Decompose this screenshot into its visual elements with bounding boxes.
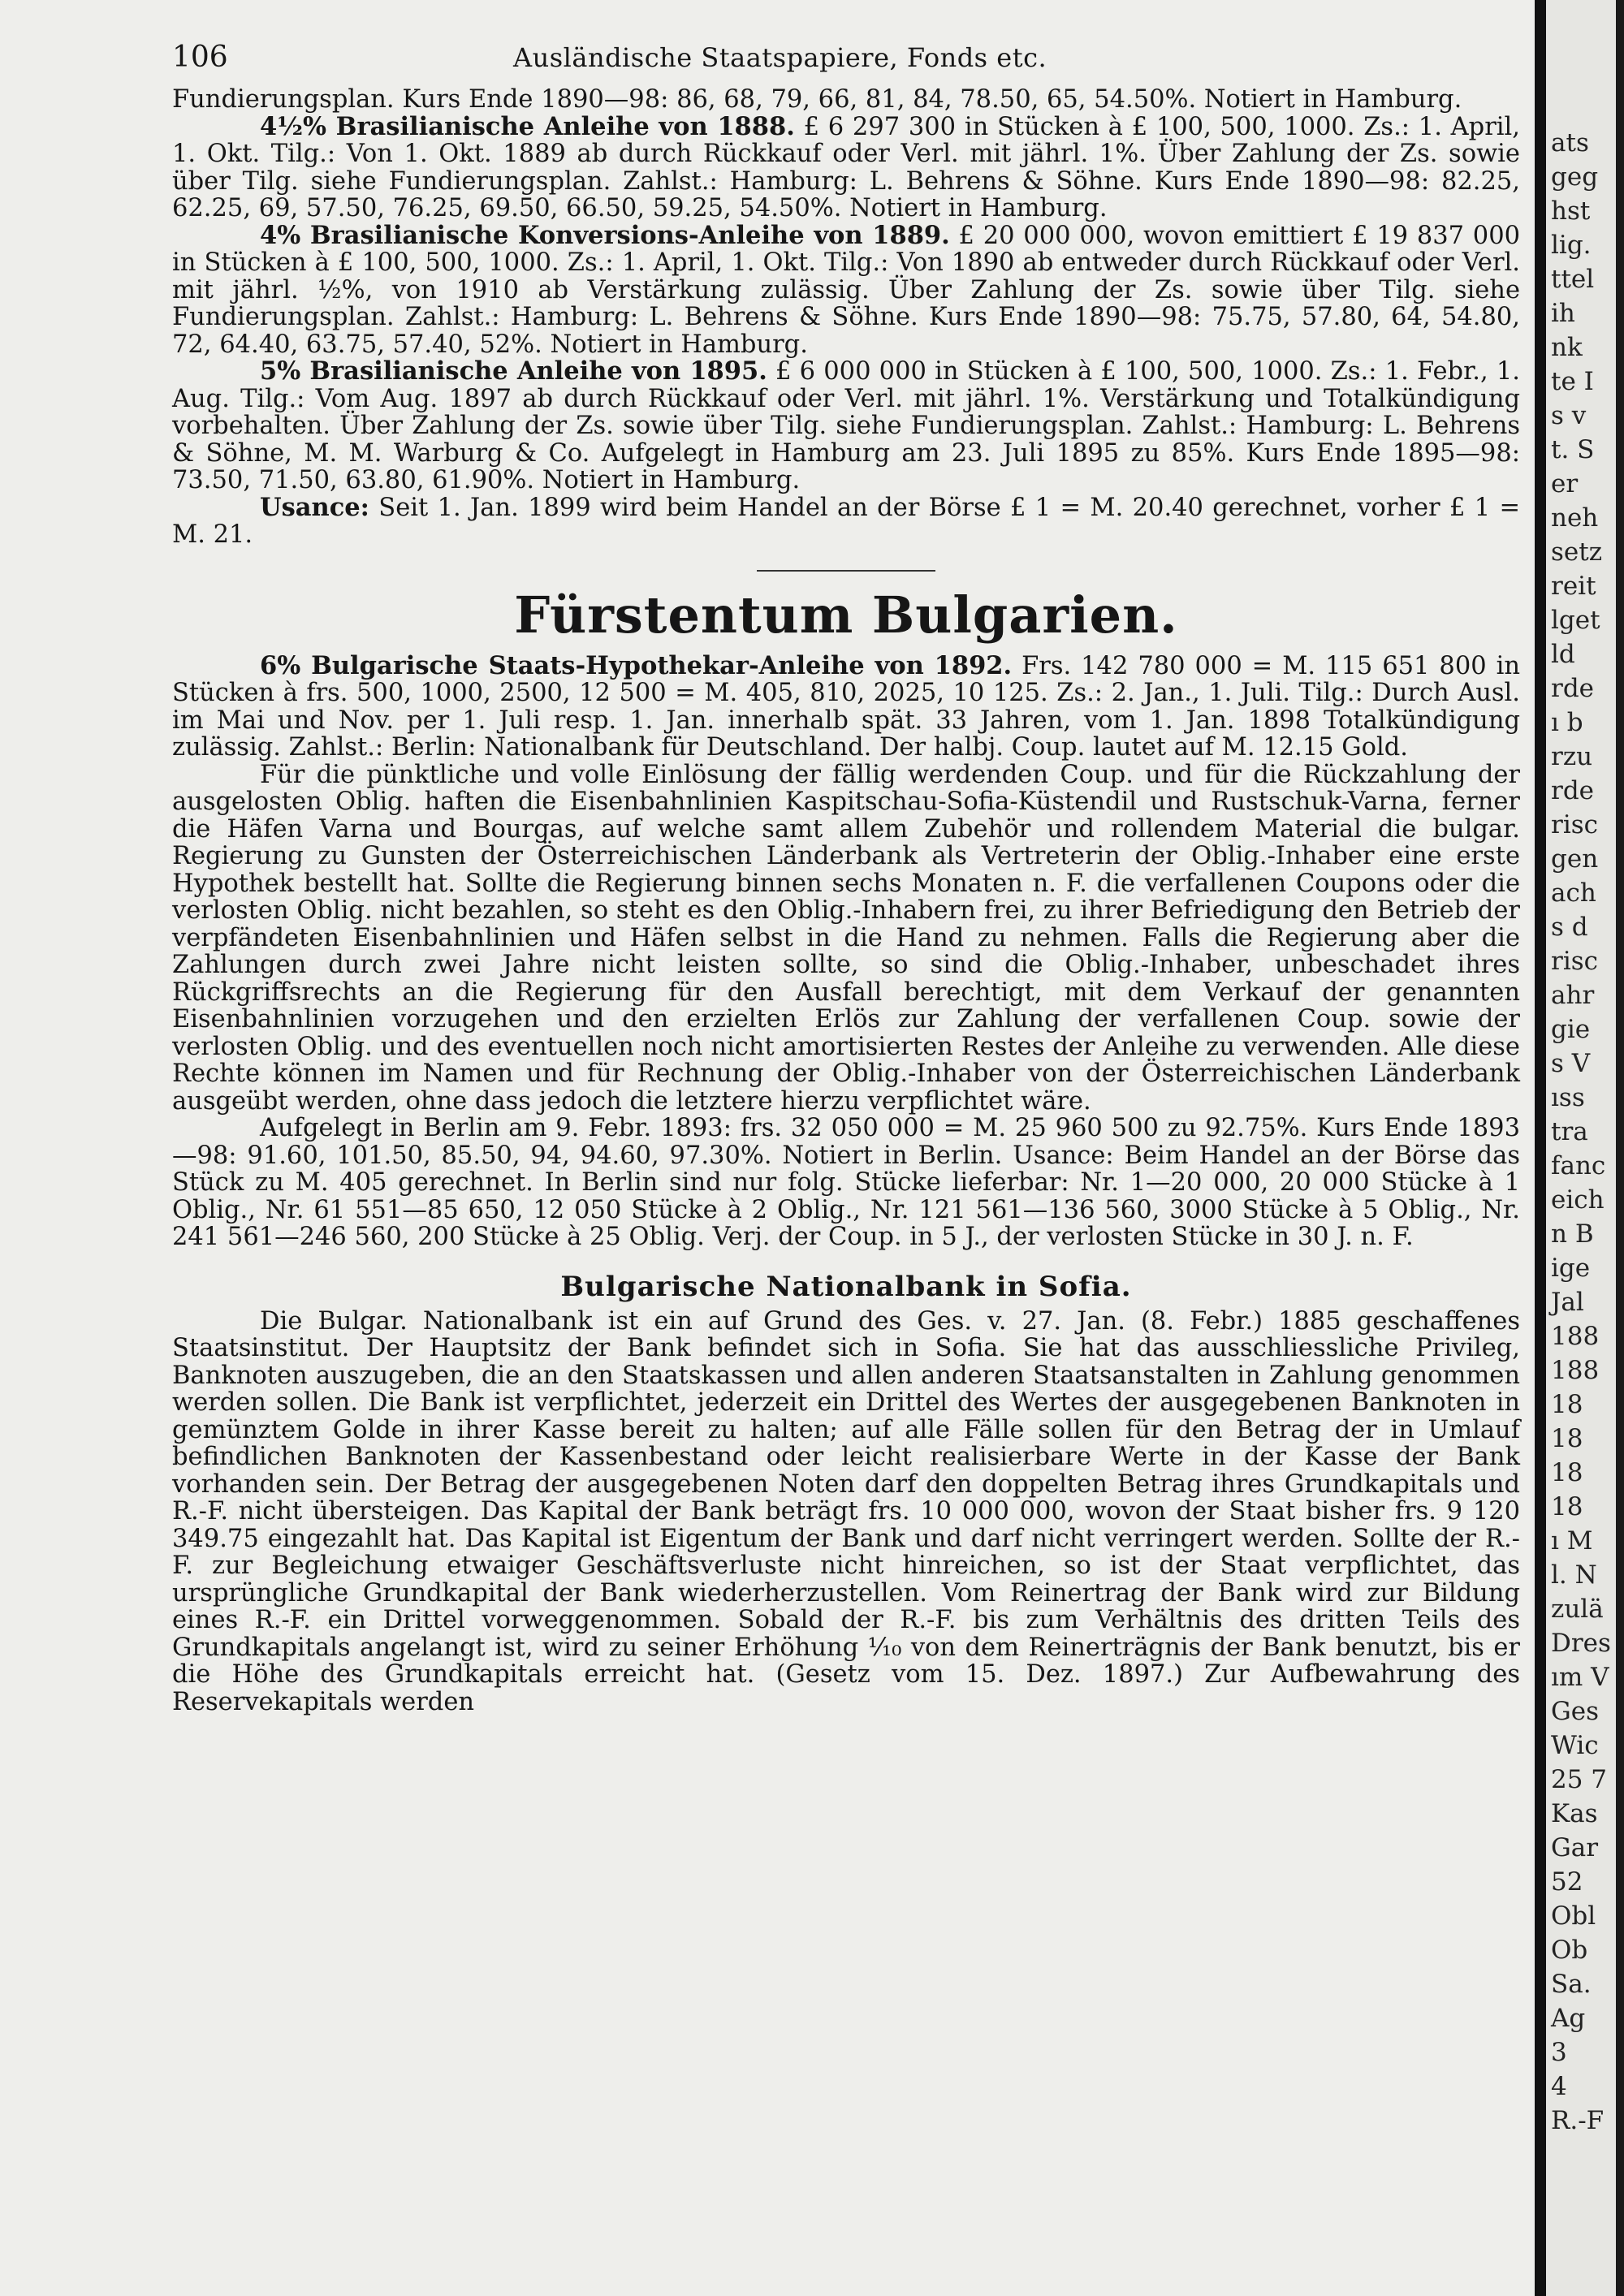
adjacent-page-fragment: lget <box>1551 606 1600 635</box>
usance-label: Usance: <box>260 492 369 522</box>
adjacent-page-fragment: 4 <box>1551 2072 1567 2101</box>
paragraph-anleihe-1888 <box>172 111 1520 222</box>
paragraph-text: £ 6 297 300 in Stücken à £ 100, 500, 1000. Zs.: 1. April, 1. Okt. Tilg.: Von 1. Okt. 1889 ab durch Rückkauf oder Verl. mit jährl. 1%. Über Zahlung der Zs. sowie über Tilg. siehe Fundierungsplan. Zahlst.: Hamburg: L. Behrens & Söhne. Kurs Ende 1890—98: 82.25, 62.25, 69, 57.50, 76.25, 69.50, 66.50, 59.25, 54.50%. Notiert in Hamburg. <box>172 112 1520 222</box>
adjacent-page-fragment: tra <box>1551 1117 1588 1146</box>
adjacent-page-fragment: s d <box>1551 913 1588 942</box>
page-number: 106 <box>172 41 228 74</box>
adjacent-page-fragment: 25 7 <box>1551 1765 1608 1794</box>
adjacent-page-fragment: fanc <box>1551 1151 1606 1180</box>
adjacent-page-fragment: ld <box>1551 640 1575 669</box>
adjacent-page-fragment: Jal <box>1551 1288 1584 1317</box>
section-divider <box>757 570 935 572</box>
adjacent-page-fragment: Obl <box>1551 1901 1596 1931</box>
paragraph-text: Für die pünktliche und volle Einlösung der fällig werdenden Coup. und für die Rückzahlung der ausgelosten Oblig. haften die Eisenbahnlinien Kaspitschau-Sofia-Küstendil und Rustschuk-Varna, ferner die Häfen Varna und Bourgas, auf welche samt allem Zubehör und rollendem Material die bulgar. Regierung zu Gunsten der Österreichischen Länderbank als Vertreterin der Oblig.-Inhaber eine erste Hypothek bestellt hat. Sollte die Regierung binnen sechs Monaten n. F. die verfallenen Coupons oder die verlosten Oblig. nicht bezahlen, so steht es den Oblig.-Inhabern frei, zu ihrer Befriedigung den Betrieb der verpfändeten Eisenbahnlinien und Häfen selbst in die Hand zu nehmen. Falls die Regierung aber die Zahlungen durch zwei Jahre nicht leisten sollte, so sind die Oblig.-Inhaber, unbeschadet ihres Rückgriffsrechts an die Regierung für den Ausfall berechtigt, mit dem Verkauf der genannten Eisenbahnlinien vorzugehen und den erzielten Erlös zur Zahlung der verfallenen Coup. sowie der verlosten Oblig. und des eventuellen noch nicht amortisierten Restes der Anleihe zu verwenden. Alle diese Rechte können im Namen und für Rechnung der Oblig.-Inhaber von der Österreichischen Länderbank ausgeübt werden, ohne dass jedoch die letztere hierzu verpflichtet wäre. <box>172 760 1520 1116</box>
adjacent-page-fragment: ı M <box>1551 1526 1593 1556</box>
adjacent-page-fragment: 18 <box>1551 1424 1583 1453</box>
adjacent-page-fragment: Wic <box>1551 1731 1599 1760</box>
scan-edge <box>1616 0 1624 2296</box>
adjacent-page-fragment: Ag <box>1551 2004 1586 2033</box>
adjacent-page-fragment: nk <box>1551 333 1583 362</box>
adjacent-page-fragment: ats <box>1551 128 1589 158</box>
paragraph-text: Aufgelegt in Berlin am 9. Febr. 1893: frs. 32 050 000 = M. 25 960 500 zu 92.75%. Kurs Ende 1893—98: 91.60, 101.50, 85.50, 94, 94.60, 97.30%. Notiert in Berlin. Usance: Beim Handel an der Börse das Stück zu M. 405 gerechnet. In Berlin sind nur folg. Stücke lieferbar: Nr. 1—20 000, 20 000 Stücke à 1 Oblig., Nr. 61 551—85 650, 12 050 Stücke à 2 Oblig., Nr. 121 561—136 560, 3000 Stücke à 5 Oblig., Nr. 241 561—246 560, 200 Stücke à 25 Oblig. Verj. der Coup. in 5 J., der verlosten Stücke in 30 J. n. F. <box>172 1114 1520 1251</box>
adjacent-page-fragment: lig. <box>1551 231 1592 260</box>
adjacent-page-fragment: Dres <box>1551 1629 1611 1658</box>
adjacent-page-fragment: ım V <box>1551 1663 1609 1692</box>
loan-heading: 5% Brasilianische Anleihe von 1895. <box>260 356 767 386</box>
adjacent-page-fragment: ach <box>1551 878 1596 908</box>
paragraph-issue-berlin <box>172 1115 1520 1251</box>
adjacent-page-fragment: 52 <box>1551 1867 1583 1897</box>
adjacent-page-fragment: ih <box>1551 299 1575 328</box>
subsection-title: Bulgarische Nationalbank in Sofia. <box>560 1270 1132 1303</box>
running-title: Ausländische Staatspapiere, Fonds etc. <box>513 42 1047 73</box>
adjacent-page-fragment: 3 <box>1551 2038 1567 2067</box>
adjacent-page-fragment: eich <box>1551 1185 1605 1215</box>
adjacent-page-fragment: Ob <box>1551 1936 1588 1965</box>
paragraph-anleihe-1895 <box>172 358 1520 494</box>
adjacent-page-fragment: R.-F <box>1551 2106 1605 2135</box>
adjacent-page-fragment: s V <box>1551 1049 1591 1078</box>
page-header <box>172 41 1520 86</box>
loan-heading: 6% Bulgarische Staats-Hypothekar-Anleihe von 1892. <box>260 650 1013 680</box>
adjacent-page-fragment: n B <box>1551 1219 1594 1249</box>
adjacent-page-fragment: Kas <box>1551 1799 1598 1828</box>
adjacent-page-fragment: neh <box>1551 503 1599 533</box>
adjacent-page-fragment: te I <box>1551 367 1594 396</box>
adjacent-page-fragment: gie <box>1551 1015 1591 1044</box>
adjacent-page-fragment: hst <box>1551 196 1591 226</box>
paragraph-security <box>172 762 1520 1116</box>
adjacent-page-fragment: risc <box>1551 947 1599 976</box>
adjacent-page-strip <box>1546 0 1624 2296</box>
adjacent-page-fragment: 188 <box>1551 1322 1600 1351</box>
adjacent-page-fragment: gen <box>1551 844 1599 874</box>
adjacent-page-fragment: ttel <box>1551 265 1595 294</box>
paragraph-nationalbank <box>172 1308 1520 1716</box>
paragraph-usance <box>172 494 1520 549</box>
adjacent-page-fragment: 18 <box>1551 1458 1583 1487</box>
paragraph-text: Die Bulgar. Nationalbank ist ein auf Grund des Ges. v. 27. Jan. (8. Febr.) 1885 geschaffenes Staatsinstitut. Der Hauptsitz der Bank befindet sich in Sofia. Sie hat das ausschliessliche Privileg, Banknoten auszugeben, die an den Staatskassen und allen anderen Staatsanstalten in Zahlung genommen werden sollen. Die Bank ist verpflichtet, jederzeit ein Drittel des Wertes der ausgegebenen Banknoten in gemünztem Golde in ihrer Kasse bereit zu halten; auf alle Fälle sollen für den Betrag der in Umlauf befindlichen Banknoten der Kassenbestand oder leicht realisierbare Werte in der Kasse der Bank vorhanden sein. Der Betrag der ausgegebenen Noten darf den doppelten Betrag ihres Grundkapitals und R.-F. nicht übersteigen. Das Kapital der Bank beträgt frs. 10 000 000, wovon der Staat bisher frs. 9 120 349.75 eingezahlt hat. Das Kapital ist Eigentum der Bank und darf nicht verringert werden. Sollte der R.-F. zur Begleichung etwaiger Geschäftsverluste nicht hinreichen, so ist der Staat verpflichtet, das ursprüngliche Grundkapital der Bank wiederherzustellen. Vom Reinertrag der Bank wird zur Bildung eines R.-F. ein Drittel vorweggenommen. Sobald der R.-F. bis zum Verhältnis des dritten Teils des Grundkapitals angelangt ist, wird zu seiner Erhöhung ¹⁄₁₀ von dem Reinerträgnis der Bank benutzt, bis er die Höhe des Grundkapitals erreicht hat. (Gesetz vom 15. Dez. 1897.) Zur Aufbewahrung des Reservekapitals werden <box>172 1306 1520 1716</box>
paragraph-hypothekar-anleihe-1892 <box>172 650 1520 762</box>
paragraph-text: Seit 1. Jan. 1899 wird beim Handel an der Börse £ 1 = M. 20.40 gerechnet, vorher £ 1 = M. 21. <box>172 493 1520 549</box>
adjacent-page-fragment: risc <box>1551 810 1599 839</box>
adjacent-page-fragment: l. N <box>1551 1560 1597 1590</box>
paragraph-fundierungsplan <box>172 86 1520 114</box>
adjacent-page-fragment: geg <box>1551 162 1599 192</box>
adjacent-page-fragment: Sa. <box>1551 1970 1592 1999</box>
adjacent-page-fragment: ı b <box>1551 708 1583 737</box>
adjacent-page-fragment: rde <box>1551 674 1595 703</box>
adjacent-page-fragment: ahr <box>1551 981 1595 1010</box>
paragraph-text: Frs. 142 780 000 = M. 115 651 800 in Stücken à frs. 500, 1000, 2500, 12 500 = M. 405, 810, 2025, 10 125. Zs.: 2. Jan., 1. Juli. Tilg.: Durch Ausl. im Mai und Nov. per 1. Juli resp. 1. Jan. innerhalb spät. 33 Jahren, vom 1. Jan. 1898 Totalkündigung zulässig. Zahlst.: Berlin: Nationalbank für Deutschland. Der halbj. Coup. lautet auf M. 12.15 Gold. <box>172 651 1520 762</box>
paragraph-konversions-anleihe-1889 <box>172 222 1520 359</box>
adjacent-page-fragment: 18 <box>1551 1390 1583 1419</box>
adjacent-page-fragment: ige <box>1551 1254 1591 1283</box>
loan-heading: 4½% Brasilianische Anleihe von 1888. <box>260 111 795 141</box>
adjacent-page-fragment: er <box>1551 469 1579 498</box>
adjacent-page-fragment: rzu <box>1551 742 1593 771</box>
section-title: Fürstentum Bulgarien. <box>514 585 1178 645</box>
page-content <box>172 41 1520 1716</box>
adjacent-page-fragment: 18 <box>1551 1492 1583 1521</box>
paragraph-text: £ 6 000 000 in Stücken à £ 100, 500, 1000. Zs.: 1. Febr., 1. Aug. Tilg.: Vom Aug. 1897 ab durch Rückkauf oder Verl. mit jährl. 1%. Verstärkung und Totalkündigung vorbehalten. Über Zahlung der Zs. sowie über Tilg. siehe Fundierungsplan. Zahlst.: Hamburg: L. Behrens & Söhne, M. M. Warburg & Co. Aufgelegt in Hamburg am 23. Juli 1895 zu 85%. Kurs Ende 1895—98: 73.50, 71.50, 63.80, 61.90%. Notiert in Hamburg. <box>172 357 1520 494</box>
paragraph-text: £ 20 000 000, wovon emittiert £ 19 837 000 in Stücken à £ 100, 500, 1000. Zs.: 1. April, 1. Okt. Tilg.: Von 1890 ab entweder durch Rückkauf oder Verl. mit jährl. ½%, von 1910 ab Verstärkung zulässig. Über Zahlung der Zs. sowie über Tilg. siehe Fundierungsplan. Zahlst.: Hamburg: L. Behrens & Söhne. Kurs Ende 1890—98: 75.75, 57.80, 64, 54.80, 72, 64.40, 63.75, 57.40, 52%. Notiert in Hamburg. <box>172 221 1521 359</box>
adjacent-page-fragment: rde <box>1551 776 1595 805</box>
adjacent-page-fragment: ıss <box>1551 1083 1585 1112</box>
adjacent-page-fragment: t. S <box>1551 435 1595 464</box>
loan-heading: 4% Brasilianische Konversions-Anleihe von 1889. <box>260 220 950 250</box>
paragraph-text: Fundierungsplan. Kurs Ende 1890—98: 86, 68, 79, 66, 81, 84, 78.50, 65, 54.50%. Notiert in Hamburg. <box>172 85 1462 114</box>
adjacent-page-fragment: Ges <box>1551 1697 1600 1726</box>
book-gutter <box>1535 0 1546 2296</box>
adjacent-page-fragment: Gar <box>1551 1833 1599 1862</box>
adjacent-page-fragment: setz <box>1551 537 1603 567</box>
adjacent-page-fragment: zulä <box>1551 1595 1604 1624</box>
adjacent-page-fragment: reit <box>1551 572 1596 601</box>
adjacent-page-fragment: s v <box>1551 401 1587 430</box>
adjacent-page-fragment: 188 <box>1551 1356 1600 1385</box>
